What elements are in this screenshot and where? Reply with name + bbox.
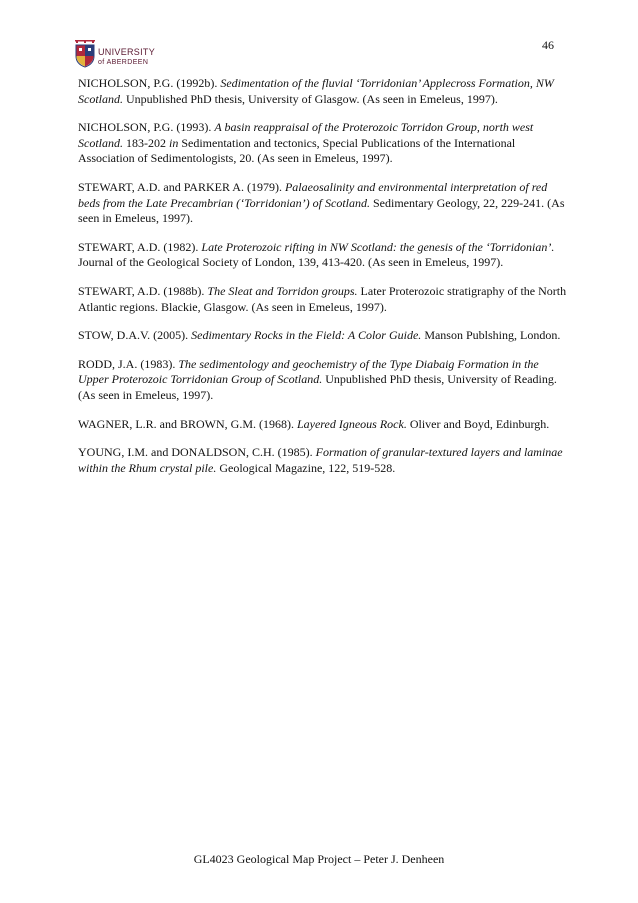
reference-item: STEWART, A.D. and PARKER A. (1979). Palaeosalinity and environmental interpretation of red beds from the Late Precambrian (‘Torridonian’) of Scotland. Sedimentary Geology, 22, 229-241. (As seen in Emeleus, 1997). [78, 179, 565, 226]
reference-item: STEWART, A.D. (1982). Late Proterozoic rifting in NW Scotland: the genesis of the ‘Torridonian’. Journal of the Geological Society of London, 139, 413-420. (As seen in Emeleus, 1997). [78, 239, 555, 270]
reference-list [78, 76, 568, 489]
reference-item: NICHOLSON, P.G. (1993). A basin reappraisal of the Proterozoic Torridon Group, north west Scotland. 183-202 in Sedimentation and tectonics, Special Publications of the International Association of Sedimentologists, 20. (As seen in Emeleus, 1997). [78, 120, 534, 166]
logo-university: UNIVERSITY [98, 47, 156, 57]
reference-item: STEWART, A.D. (1988b). The Sleat and Torridon groups. Later Proterozoic stratigraphy of the North Atlantic regions. Blackie, Glasgow. (As seen in Emeleus, 1997). [78, 283, 567, 314]
university-logo [74, 40, 164, 74]
logo-aberdeen: of ABERDEEN [98, 59, 149, 66]
reference-item: STOW, D.A.V. (2005). Sedimentary Rocks in the Field: A Color Guide. Manson Publshing, London. [78, 328, 561, 343]
university-crest-icon [74, 40, 96, 68]
reference-item: WAGNER, L.R. and BROWN, G.M. (1968). Layered Igneous Rock. Oliver and Boyd, Edinburgh. [78, 416, 550, 431]
reference-item: RODD, J.A. (1983). The sedimentology and geochemistry of the Type Diabaig Formation in the Upper Proterozoic Torridonian Group of Scotland. Unpublished PhD thesis, University of Reading. (As seen in Emeleus, 1997). [78, 356, 557, 402]
page-footer: GL4023 Geological Map Project – Peter J. Denheen [193, 852, 445, 866]
page-number: 46 [542, 38, 554, 52]
reference-item: NICHOLSON, P.G. (1992b). Sedimentation of the fluvial ‘Torridonian’ Applecross Formation, NW Scotland. Unpublished PhD thesis, University of Glasgow. (As seen in Emeleus, 1997). [78, 76, 554, 106]
reference-item: YOUNG, I.M. and DONALDSON, C.H. (1985). Formation of granular-textured layers and laminae within the Rhum crystal pile. Geological Magazine, 122, 519-528. [78, 445, 563, 475]
